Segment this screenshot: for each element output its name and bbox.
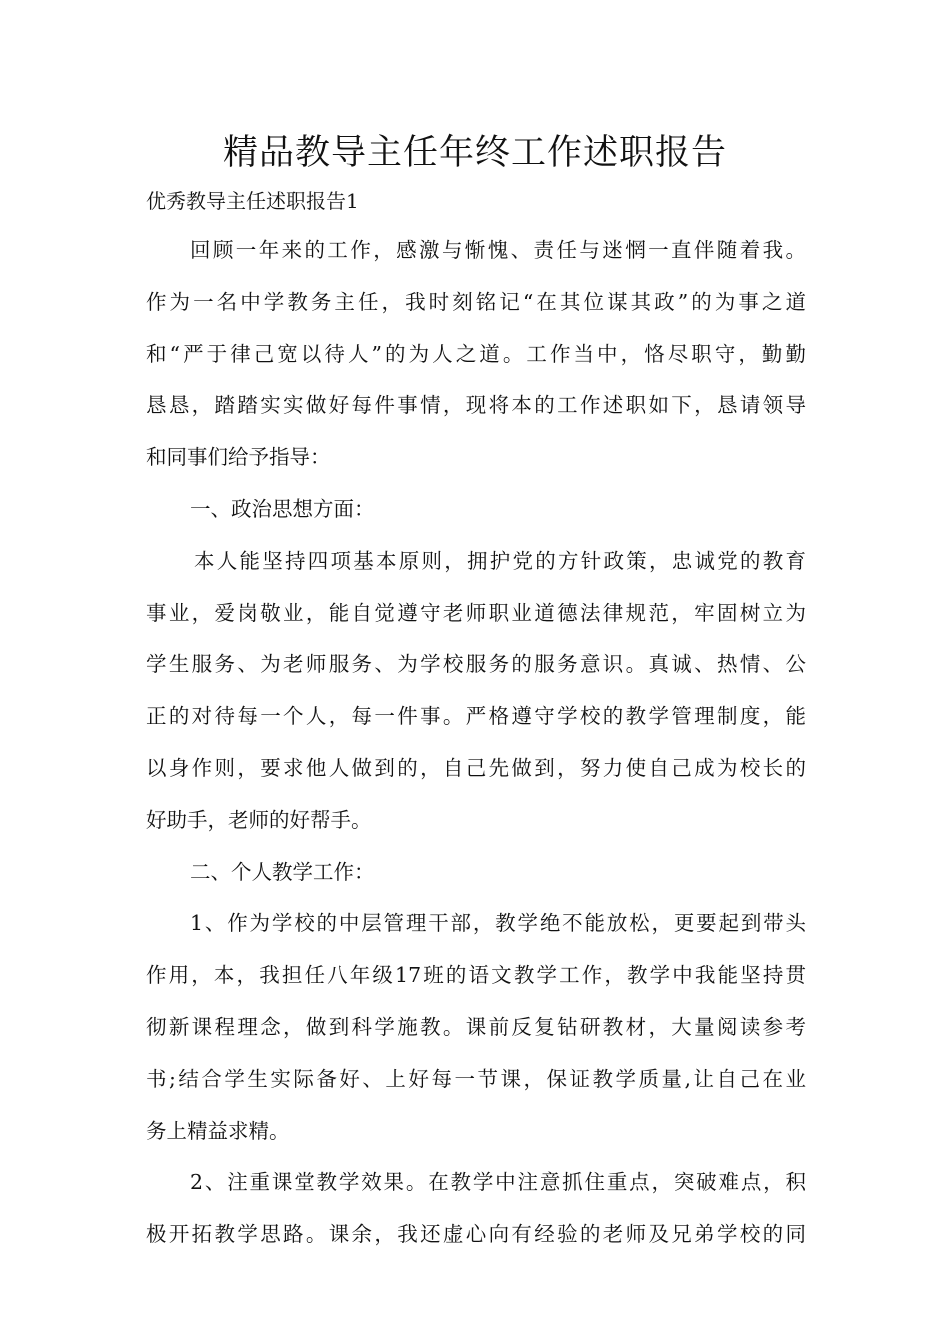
paragraph-line: 作用，本，我担任八年级17班的语文教学工作，教学中我能坚持贯 — [146, 963, 806, 988]
paragraph-line: 2、注重课堂教学效果。在教学中注意抓住重点，突破难点，积 — [190, 1170, 806, 1195]
paragraph-line: 好助手，老师的好帮手。 — [146, 807, 372, 832]
paragraph-line: 极开拓教学思路。课余，我还虚心向有经验的老师及兄弟学校的同 — [146, 1222, 806, 1247]
paragraph-line: 1、作为学校的中层管理干部，教学绝不能放松，更要起到带头 — [190, 911, 806, 936]
paragraph-line: 回顾一年来的工作，感激与惭愧、责任与迷惘一直伴随着我。 — [190, 238, 806, 262]
paragraph-line: 学生服务、为老师服务、为学校服务的服务意识。真诚、热情、公 — [146, 652, 806, 677]
paragraph-line: 恳恳，踏踏实实做好每件事情，现将本的工作述职如下，恳请领导 — [146, 393, 806, 418]
paragraph-line: 书;结合学生实际备好、上好每一节课，保证教学质量,让自己在业 — [146, 1066, 806, 1091]
section-heading: 一、政治思想方面： — [190, 496, 375, 521]
paragraph-line: 彻新课程理念，做到科学施教。课前反复钻研教材，大量阅读参考 — [146, 1014, 806, 1039]
paragraph-line: 本人能坚持四项基本原则，拥护党的方针政策，忠诚党的教育 — [194, 548, 806, 573]
paragraph-line: 和“严于律己宽以待人”的为人之道。工作当中，恪尽职守，勤勤 — [146, 341, 806, 366]
paragraph-line: 正的对待每一个人，每一件事。严格遵守学校的教学管理制度，能 — [146, 704, 806, 729]
paragraph-line: 事业，爱岗敬业，能自觉遵守老师职业道德法律规范，牢固树立为 — [146, 600, 806, 625]
paragraph-line: 务上精益求精。 — [146, 1118, 290, 1143]
document-subtitle: 优秀教导主任述职报告1 — [146, 189, 359, 213]
section-heading: 二、个人教学工作： — [190, 859, 375, 884]
paragraph-line: 以身作则，要求他人做到的，自己先做到，努力使自己成为校长的 — [146, 755, 806, 780]
paragraph-line: 作为一名中学教务主任，我时刻铭记“在其位谋其政”的为事之道 — [146, 289, 806, 314]
document-body — [146, 233, 806, 1269]
document-title: 精品教导主任年终工作述职报告 — [222, 133, 727, 173]
paragraph-line: 和同事们给予指导： — [146, 445, 331, 470]
